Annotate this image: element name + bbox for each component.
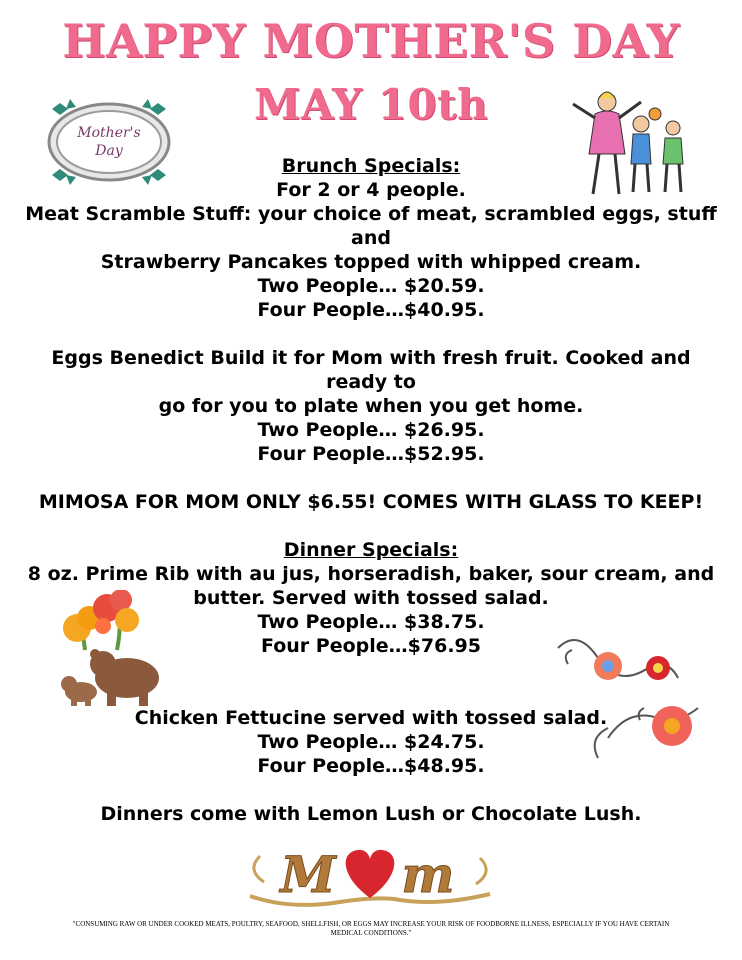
disclaimer-line2: MEDICAL CONDITIONS." [330, 929, 412, 937]
dinner-note: Dinners come with Lemon Lush or Chocolate Lush. [100, 803, 642, 825]
mimosa-offer: MIMOSA FOR MOM ONLY $6.55! COMES WITH GLASS TO KEEP! [38, 491, 704, 513]
dinner-item1-line1: 8 oz. Prime Rib with au jus, horseradish, baker, sour cream, and [27, 563, 715, 585]
dinner-item2-line1: Chicken Fettucine served with tossed salad. [134, 707, 608, 729]
brunch-item1-price-two: Two People… $20.59. [257, 275, 485, 297]
page-title: HAPPY MOTHER'S DAY [62, 14, 680, 68]
mom-logo [240, 836, 500, 914]
foodborne-disclaimer [40, 920, 702, 938]
mom-logo-left-letter: M [280, 845, 336, 904]
dinner-item1-price-two: Two People… $38.75. [257, 611, 485, 633]
brunch-item2-price-two: Two People… $26.95. [257, 419, 485, 441]
menu-body [20, 154, 722, 826]
brunch-heading: Brunch Specials: [281, 155, 461, 177]
brunch-item1-line2: Strawberry Pancakes topped with whipped cream. [100, 251, 642, 273]
dinner-item1-line2: butter. Served with tossed salad. [193, 587, 549, 609]
brunch-item1-line1: Meat Scramble Stuff: your choice of meat, scrambled eggs, stuff and [25, 203, 717, 249]
page-date: MAY 10th [254, 80, 488, 129]
dinner-item1-price-four: Four People…$76.95 [261, 635, 481, 657]
disclaimer-line1: "CONSUMING RAW OR UNDER COOKED MEATS, POULTRY, SEAFOOD, SHELLFISH, OR EGGS MAY INCREASE YOUR RISK OF FOODBORNE ILLNESS, ESPECIALLY IF YOU HAVE CERTAIN [72, 920, 670, 928]
brunch-item1-price-four: Four People…$40.95. [257, 299, 485, 321]
brunch-item2-price-four: Four People…$52.95. [257, 443, 485, 465]
brunch-item2-line1: Eggs Benedict Build it for Mom with fresh fruit. Cooked and ready to [51, 347, 691, 393]
mom-logo-right-letter: m [401, 845, 455, 904]
dinner-item2-price-two: Two People… $24.75. [257, 731, 485, 753]
dinner-heading: Dinner Specials: [283, 539, 459, 561]
badge-text-line1: Mother's [77, 125, 141, 141]
brunch-item2-line2: go for you to plate when you get home. [158, 395, 584, 417]
dinner-item2-price-four: Four People…$48.95. [257, 755, 485, 777]
brunch-subheading: For 2 or 4 people. [276, 179, 466, 201]
badge-text-line2: Day [95, 143, 123, 159]
heart-icon [346, 850, 395, 898]
